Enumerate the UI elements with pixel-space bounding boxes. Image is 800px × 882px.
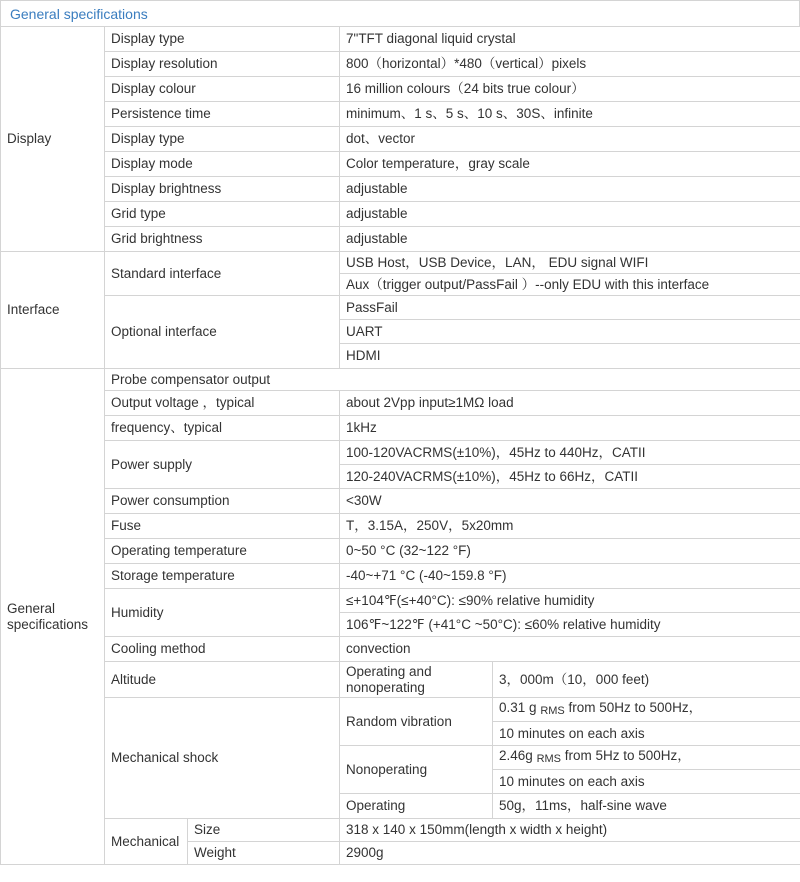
row-value: minimum、1 s、5 s、10 s、30S、infinite xyxy=(340,102,800,127)
row-label: Altitude xyxy=(105,662,340,698)
row-label: Probe compensator output xyxy=(105,369,800,391)
row-label: Display resolution xyxy=(105,52,340,77)
table-row xyxy=(1,819,800,842)
row-value: <30W xyxy=(340,489,800,514)
row-value xyxy=(493,698,800,722)
spec-table xyxy=(0,26,800,865)
row-value: 100-120VACRMS(±10%)，45Hz to 440Hz，CATII xyxy=(340,441,800,465)
table-row xyxy=(1,102,800,127)
row-value: adjustable xyxy=(340,202,800,227)
row-label: Power consumption xyxy=(105,489,340,514)
row-value: adjustable xyxy=(340,227,800,252)
row-value: T，3.15A，250V，5x20mm xyxy=(340,514,800,539)
row-value xyxy=(493,746,800,770)
table-row xyxy=(1,698,800,722)
row-value: 1kHz xyxy=(340,416,800,441)
table-row xyxy=(1,564,800,589)
random-value-post: from 50Hz to 500Hz， xyxy=(564,700,703,715)
row-value: PassFail xyxy=(340,296,800,320)
table-row xyxy=(1,177,800,202)
row-value: Color temperature，gray scale xyxy=(340,152,800,177)
row-label: Mechanical shock xyxy=(105,698,340,819)
row-value: USB Host，USB Device，LAN， EDU signal WIFI xyxy=(340,252,800,274)
row-value: convection xyxy=(340,637,800,662)
table-row xyxy=(1,296,800,320)
row-label: Display type xyxy=(105,127,340,152)
table-row xyxy=(1,489,800,514)
table-row xyxy=(1,369,800,391)
row-label: Persistence time xyxy=(105,102,340,127)
row-value: 106℉~122℉ (+41°C ~50°C): ≤60% relative humidity xyxy=(340,613,800,637)
table-row xyxy=(1,252,800,274)
row-label: Display brightness xyxy=(105,177,340,202)
row-sublabel: Weight xyxy=(188,842,340,865)
row-value: adjustable xyxy=(340,177,800,202)
row-label: frequency、typical xyxy=(105,416,340,441)
table-row xyxy=(1,27,800,52)
table-row xyxy=(1,77,800,102)
row-label: Display colour xyxy=(105,77,340,102)
table-row xyxy=(1,637,800,662)
rms-unit: RMS xyxy=(536,753,562,765)
table-row xyxy=(1,152,800,177)
row-value: Aux（trigger output/PassFail ）--only EDU with this interface xyxy=(340,274,800,296)
row-value: 7"TFT diagonal liquid crystal xyxy=(340,27,800,52)
row-condition: Operating and nonoperating xyxy=(340,662,493,698)
table-row xyxy=(1,539,800,564)
table-row xyxy=(1,514,800,539)
row-value: 50g，11ms，half-sine wave xyxy=(493,794,800,819)
table-row xyxy=(1,127,800,152)
row-label: Grid brightness xyxy=(105,227,340,252)
row-value: ≤+104℉(≤+40°C): ≤90% relative humidity xyxy=(340,589,800,613)
nonop-value-pre: 2.46g xyxy=(499,748,537,763)
row-value: 0~50 °C (32~122 °F) xyxy=(340,539,800,564)
row-value: 10 minutes on each axis xyxy=(493,770,800,794)
row-label: Cooling method xyxy=(105,637,340,662)
table-row xyxy=(1,391,800,416)
row-value: -40~+71 °C (-40~159.8 °F) xyxy=(340,564,800,589)
row-label: Output voltage ，typical xyxy=(105,391,340,416)
row-value: 318 x 140 x 150mm(length x width x height) xyxy=(340,819,800,842)
table-caption xyxy=(0,0,800,26)
row-value: about 2Vpp input≥1MΩ load xyxy=(340,391,800,416)
row-label: Standard interface xyxy=(105,252,340,296)
table-row xyxy=(1,52,800,77)
row-value: 120-240VACRMS(±10%)，45Hz to 66Hz，CATII xyxy=(340,465,800,489)
row-condition: Random vibration xyxy=(340,698,493,746)
row-label: Operating temperature xyxy=(105,539,340,564)
row-label: Optional interface xyxy=(105,296,340,369)
row-label: Display mode xyxy=(105,152,340,177)
nonop-value-post: from 5Hz to 500Hz， xyxy=(561,748,691,763)
group-display: Display xyxy=(1,27,105,252)
row-condition: Operating xyxy=(340,794,493,819)
table-row xyxy=(1,416,800,441)
table-row xyxy=(1,227,800,252)
row-value: 800（horizontal）*480（vertical）pixels xyxy=(340,52,800,77)
rms-unit: RMS xyxy=(540,705,565,717)
table-row xyxy=(1,589,800,613)
random-value-pre: 0.31 g xyxy=(499,700,541,715)
row-value: UART xyxy=(340,320,800,344)
table-row xyxy=(1,202,800,227)
row-value: dot、vector xyxy=(340,127,800,152)
row-value: HDMI xyxy=(340,344,800,369)
row-label: Display type xyxy=(105,27,340,52)
row-sublabel: Size xyxy=(188,819,340,842)
row-label: Fuse xyxy=(105,514,340,539)
table-row xyxy=(1,441,800,465)
caption-title: General specifications xyxy=(10,6,148,22)
row-value: 2900g xyxy=(340,842,800,865)
row-label: Grid type xyxy=(105,202,340,227)
row-condition: Nonoperating xyxy=(340,746,493,794)
table-row xyxy=(1,662,800,698)
row-label: Power supply xyxy=(105,441,340,489)
group-general: General specifications xyxy=(1,369,105,865)
row-label: Humidity xyxy=(105,589,340,637)
row-label: Storage temperature xyxy=(105,564,340,589)
row-value: 16 million colours（24 bits true colour） xyxy=(340,77,800,102)
row-value: 10 minutes on each axis xyxy=(493,722,800,746)
row-label: Mechanical xyxy=(105,819,188,865)
group-interface: Interface xyxy=(1,252,105,369)
row-value: 3，000m（10，000 feet) xyxy=(493,662,800,698)
